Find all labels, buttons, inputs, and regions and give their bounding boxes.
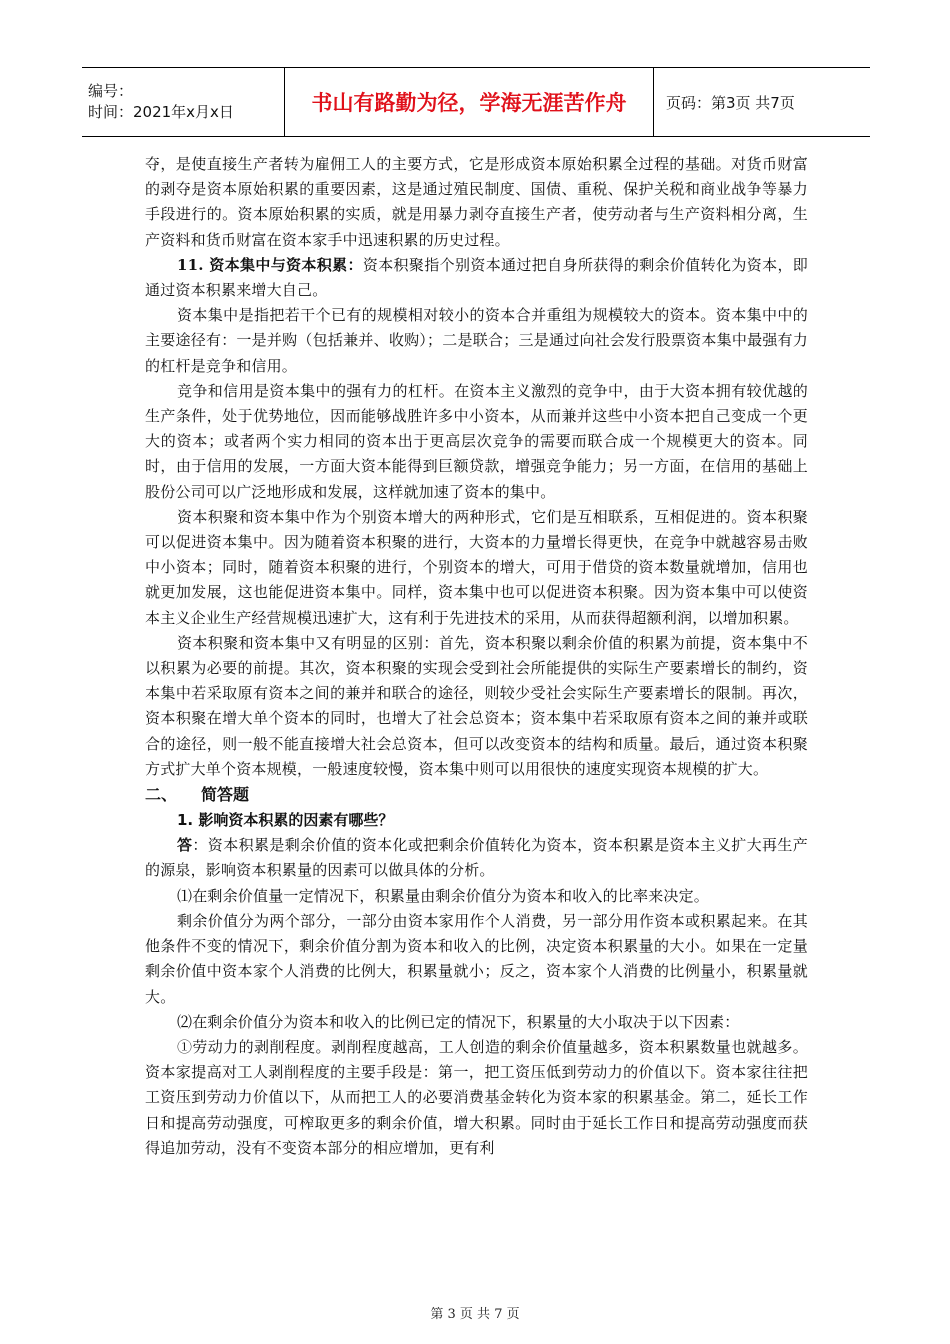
answer-label: 答 <box>177 836 193 855</box>
section-number: 二、 <box>145 785 178 805</box>
paragraph: 资本集中是指把若干个已有的规模相对较小的资本合并重组为规模较大的资本。资本集中中的主要途径有：一是并购（包括兼并、收购）；二是联合；三是通过向社会发行股票资本集中最强有力的杠杆是竞争和信用。 <box>145 306 808 375</box>
term-definition: 资本积聚指个别资本通过把自身所获得的剩余价值转化为资本，即通过资本积累来增大自己。 <box>145 255 808 300</box>
page-header <box>82 67 870 137</box>
paragraph: ⑴在剩余价值量一定情况下，积累量由剩余价值分为资本和收入的比率来决定。 <box>177 886 710 905</box>
header-number-label: 编号： <box>88 82 134 100</box>
term-title: 11. 资本集中与资本积累： <box>177 255 363 274</box>
section-heading <box>145 782 808 808</box>
paragraph: 夺，是使直接生产者转为雇佣工人的主要方式，它是形成资本原始积累全过程的基础。对货币财富的剥夺是资本原始积累的重要因素，这是通过殖民制度、国债、重税、保护关税和商业战争等暴力手段进行的。资本原始积累的实质，就是用暴力剥夺直接生产者，使劳动者与生产资料相分离，生产资料和货币财富在资本家手中迅速积累的历史过程。 <box>145 155 808 249</box>
paragraph: 资本积聚和资本集中又有明显的区别：首先，资本积聚以剩余价值的积累为前提，资本集中不以积累为必要的前提。其次，资本积聚的实现会受到社会所能提供的实际生产要素增长的制约，资本集中若采取原有资本之间的兼并和联合的途径，则较少受社会实际生产要素增长的限制。再次，资本积聚在增大单个资本的同时，也增大了社会总资本；资本集中若采取原有资本之间的兼并或联合的途径，则一般不能直接增大社会总资本，但可以改变资本的结构和质量。最后，通过资本积聚方式扩大单个资本规模，一般速度较慢，资本集中则可以用很快的速度实现资本规模的扩大。 <box>145 633 808 778</box>
page-footer: 第 3 页 共 7 页 <box>430 1307 520 1322</box>
question: 1. 影响资本积累的因素有哪些？ <box>177 811 394 830</box>
header-page-code: 页码：第3页 共7页 <box>666 93 795 112</box>
document-body <box>145 152 808 1161</box>
header-meta <box>82 68 284 136</box>
paragraph: ⑵在剩余价值分为资本和收入的比例已定的情况下，积累量的大小取决于以下因素： <box>177 1012 740 1031</box>
paragraph: 资本积聚和资本集中作为个别资本增大的两种形式，它们是互相联系，互相促进的。资本积聚可以促进资本集中。因为随着资本积聚的进行，大资本的力量增长得更快，在竞争中就越容易击败中小资本；同时，随着资本积聚的进行，个别资本的增大，可用于借贷的资本数量就增加，信用也就更加发展，这也能促进资本集中。同样，资本集中也可以促进资本积聚。因为资本集中可以使资本主义企业生产经营规模迅速扩大，这有利于先进技术的采用，从而获得超额利润，以增加积累。 <box>145 507 808 627</box>
paragraph: ①劳动力的剥削程度。剥削程度越高，工人创造的剩余价值量越多，资本积累数量也就越多。资本家提高对工人剥削程度的主要手段是：第一，把工资压低到劳动力的价值以下。资本家往往把工资压到劳动力价值以下，从而把工人的必要消费基金转化为资本家的积累基金。第二，延长工作日和提高劳动强度，可榨取更多的剩余价值，增大积累。同时由于延长工作日和提高劳动强度而获得追加劳动，没有不变资本部分的相应增加，更有利 <box>145 1037 808 1157</box>
answer-paragraph <box>145 833 808 883</box>
header-date: 时间：2021年x月x日 <box>88 103 234 121</box>
header-motto: 书山有路勤为径，学海无涯苦作舟 <box>284 68 654 136</box>
answer-text: ：资本积累是剩余价值的资本化或把剩余价值转化为资本，资本积累是资本主义扩大再生产的源泉，影响资本积累量的因素可以做具体的分析。 <box>145 836 808 880</box>
term-paragraph <box>145 253 808 303</box>
paragraph: 竞争和信用是资本集中的强有力的杠杆。在资本主义激烈的竞争中，由于大资本拥有较优越的生产条件，处于优势地位，因而能够战胜许多中小资本，从而兼并这些中小资本把自己变成一个更大的资本；或者两个实力相同的资本出于更高层次竞争的需要而联合成一个规模更大的资本。同时，由于信用的发展，一方面大资本能得到巨额贷款，增强竞争能力；另一方面，在信用的基础上股份公司可以广泛地形成和发展，这样就加速了资本的集中。 <box>145 381 808 501</box>
section-title: 简答题 <box>201 785 250 805</box>
paragraph: 剩余价值分为两个部分，一部分由资本家用作个人消费，另一部分用作资本或积累起来。在其他条件不变的情况下，剩余价值分割为资本和收入的比例，决定资本积累量的大小。如果在一定量剩余价值中资本家个人消费的比例大，积累量就小；反之，资本家个人消费的比例量小，积累量就大。 <box>145 911 808 1006</box>
